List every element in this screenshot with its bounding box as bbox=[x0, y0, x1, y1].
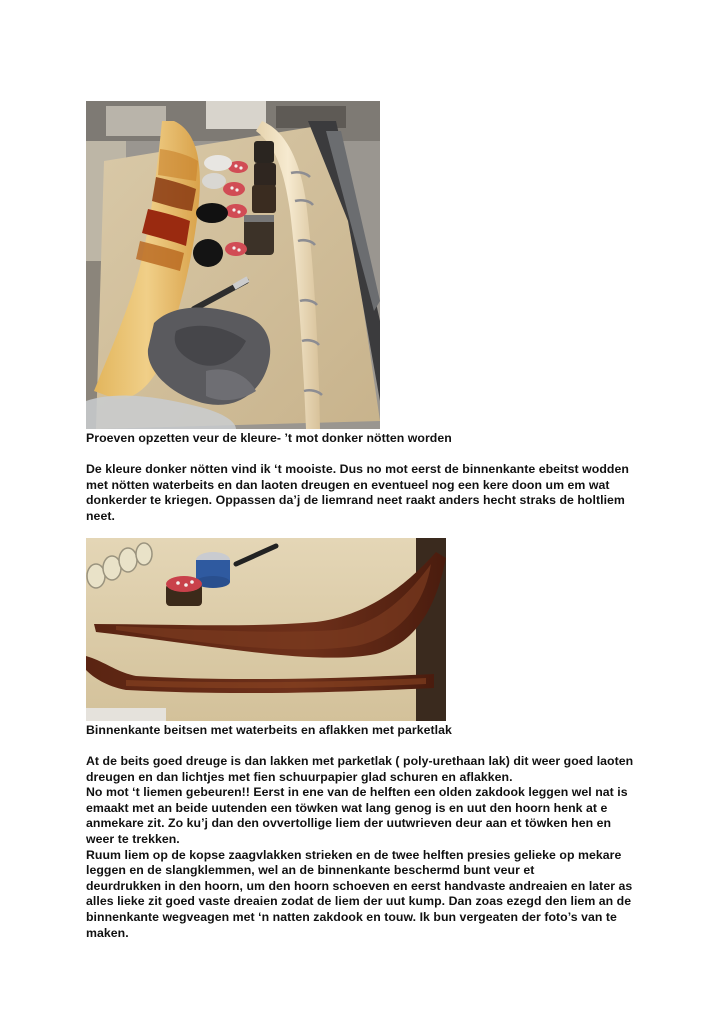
paragraph-line: alles lieke zit goed vaste dreaien zodat de liem der uut kump. Dan zoas ezegd den liem an de bbox=[86, 894, 632, 909]
paragraph-line: binnenkante wegveagen met ‘n natten zakdook en touw. Ik bun vergeaten der foto’s van te bbox=[86, 909, 617, 924]
paragraph-line: weer te trekken. bbox=[86, 831, 180, 846]
paragraph-line: emaakt met an beide uutenden een töwken wat lang genog is en uut den hoorn henk at e bbox=[86, 800, 608, 815]
paragraph-line: maken. bbox=[86, 925, 129, 940]
photo-stain-test bbox=[86, 101, 380, 429]
paragraph-line: deurdrukken in den hoorn, um den hoorn schoeven en eerst handvaste andreaien en later as bbox=[86, 878, 633, 893]
paragraph-lacquer-and-glue bbox=[86, 754, 646, 941]
paragraph-line: At de beits goed dreuge is dan lakken met parketlak ( poly-urethaan lak) dit weer goed laoten bbox=[86, 754, 634, 768]
paragraph-line: met nötten waterbeits en dan laoten dreugen en eventueel nog een kere doon um em wat bbox=[86, 477, 610, 492]
paragraph-line: No mot ‘t liemen gebeuren!! Eerst in ene van de helften een olden zakdook leggen wel nat is bbox=[86, 785, 628, 800]
paragraph-line: neet. bbox=[86, 508, 115, 523]
paragraph-line: anmekare zit. Zo ku’j dan den ovvertollige liem der uutwrieven deur aan et töwken hen en bbox=[86, 816, 612, 831]
paragraph-line: De kleure donker nötten vind ik ‘t mooiste. Dus no mot eerst de binnenkante ebeitst wodden bbox=[86, 462, 629, 476]
paragraph-line: leggen en de slangklemmen, wel an de binnenkante beschermd bunt veur et bbox=[86, 863, 535, 878]
paragraph-stain-color bbox=[86, 462, 646, 524]
paragraph-line: donkerder te kriegen. Oppassen da’j de liemrand neet raakt anders hecht straks de holtliem bbox=[86, 493, 625, 508]
paragraph-line: Ruum liem op de kopse zaagvlakken strieken en de twee helften presies gelieke op mekare bbox=[86, 847, 622, 862]
photo-caption-stain-test: Proeven opzetten veur de kleure- ’t mot donker nötten worden bbox=[86, 431, 452, 445]
photo-caption-stained-halves: Binnenkante beitsen met waterbeits en aflakken met parketlak bbox=[86, 723, 452, 737]
paragraph-line: dreugen en dan lichtjes met fien schuurpapier glad schuren en aflakken. bbox=[86, 769, 513, 784]
photo-stained-horn-halves bbox=[86, 538, 446, 721]
